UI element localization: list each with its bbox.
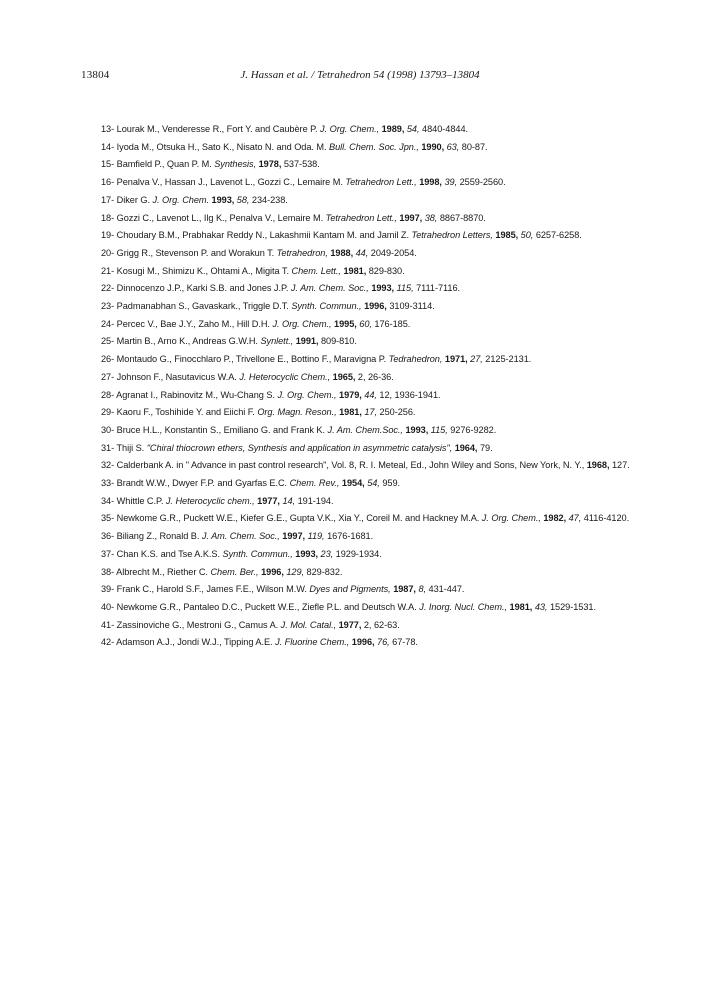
reference-item bbox=[101, 210, 661, 228]
reference-item bbox=[101, 174, 661, 192]
reference-year: 1978, bbox=[258, 159, 282, 170]
reference-journal: Tetrahedron Letters, bbox=[411, 230, 493, 241]
reference-year: 1993, bbox=[211, 194, 235, 205]
reference-authors: Percec V., Bae J.Y., Zaho M., Hill D.H. bbox=[116, 318, 270, 329]
reference-year: 1981, bbox=[343, 265, 367, 276]
reference-number: 33- bbox=[101, 478, 115, 489]
reference-volume: 50, bbox=[520, 230, 534, 241]
reference-year: 1988, bbox=[330, 247, 354, 258]
reference-number: 22- bbox=[101, 283, 115, 294]
reference-authors: Dinnocenzo J.P., Karki S.B. and Jones J.P. bbox=[116, 283, 289, 294]
reference-authors: Grigg R., Stevenson P. and Worakun T. bbox=[116, 247, 275, 258]
reference-authors: Adamson A.J., Jondi W.J., Tipping A.E. bbox=[116, 637, 273, 648]
reference-item bbox=[101, 333, 661, 351]
reference-pages: 1529-1531. bbox=[549, 601, 596, 612]
reference-item bbox=[101, 634, 661, 652]
reference-journal: J. Fluorine Chem., bbox=[275, 637, 350, 648]
reference-pages: 4116-4120. bbox=[583, 513, 630, 524]
reference-authors: Chan K.S. and Tse A.K.S. bbox=[116, 548, 220, 559]
reference-volume: 129, bbox=[286, 566, 305, 577]
reference-journal: Tetrahedron Lett., bbox=[325, 212, 397, 223]
reference-authors: Diker G. bbox=[116, 194, 150, 205]
reference-year: 1993, bbox=[295, 548, 319, 559]
reference-authors: Albrecht M., Riether C. bbox=[116, 566, 208, 577]
reference-item bbox=[101, 192, 661, 210]
reference-pages: 176-185. bbox=[374, 318, 411, 329]
reference-item bbox=[101, 387, 661, 405]
reference-journal: J. Org. Chem., bbox=[320, 124, 380, 134]
reference-authors: Montaudo G., Finocchlaro P., Trivellone E., Bottino F., Maravigna P. bbox=[116, 354, 387, 365]
reference-journal: Chem. Lett., bbox=[291, 265, 341, 276]
reference-journal: J. Org. Chem., bbox=[272, 318, 332, 329]
reference-authors: Newkome G.R., Puckett W.E., Kiefer G.E., Gupta V.K., Xia Y., Coreil M. and Hackney M.A. bbox=[116, 513, 480, 524]
reference-number: 15- bbox=[101, 159, 115, 170]
reference-journal: Synth. Commun., bbox=[222, 548, 293, 559]
reference-number: 36- bbox=[101, 531, 115, 542]
reference-year: 1985, bbox=[495, 230, 519, 241]
reference-year: 1991, bbox=[295, 336, 319, 347]
reference-authors: Bamfield P., Quan P. M. bbox=[116, 159, 212, 170]
reference-journal: J. Am. Chem.Soc., bbox=[327, 424, 403, 435]
reference-year: 1979, bbox=[339, 389, 362, 400]
reference-item bbox=[101, 245, 661, 263]
reference-authors: Lourak M., Venderesse R., Fort Y. and Caubère P. bbox=[116, 124, 318, 134]
reference-authors: Biliang Z., Ronald B. bbox=[116, 531, 200, 542]
reference-item bbox=[101, 139, 661, 157]
reference-number: 40- bbox=[101, 601, 115, 612]
reference-volume: 58, bbox=[236, 194, 250, 205]
reference-year: 1996, bbox=[364, 301, 387, 312]
reference-pages: 959. bbox=[382, 478, 401, 489]
reference-item bbox=[101, 227, 661, 245]
reference-volume: 43, bbox=[534, 601, 548, 612]
reference-authors: Bruce H.L., Konstantin S., Emiliano G. and Frank K. bbox=[116, 424, 326, 435]
reference-pages: 2559-2560. bbox=[459, 177, 506, 188]
reference-number: 34- bbox=[101, 495, 115, 506]
reference-pages: 6257-6258. bbox=[535, 230, 582, 241]
reference-volume: 63, bbox=[446, 141, 460, 152]
reference-year: 1997, bbox=[282, 531, 306, 542]
reference-volume: 54, bbox=[367, 478, 380, 489]
reference-pages: 1676-1681. bbox=[327, 531, 374, 542]
reference-year: 1977, bbox=[257, 495, 280, 506]
reference-year: 1971, bbox=[444, 354, 468, 365]
reference-number: 17- bbox=[101, 194, 115, 205]
reference-item bbox=[101, 546, 661, 564]
reference-journal: J. Mol. Catal., bbox=[280, 619, 337, 630]
reference-authors: Iyoda M., Otsuka H., Sato K., Nisato N. and Oda. M. bbox=[116, 141, 327, 152]
reference-volume: 38, bbox=[424, 212, 438, 223]
reference-number: 25- bbox=[101, 336, 115, 347]
reference-pages: 431-447. bbox=[428, 584, 465, 595]
reference-year: 1954, bbox=[341, 478, 365, 489]
reference-authors: Frank C., Harold S.F., James F.E., Wilson M.W. bbox=[116, 584, 307, 595]
reference-journal: J. Am. Chem. Soc., bbox=[290, 283, 369, 294]
reference-number: 23- bbox=[101, 301, 115, 312]
reference-year: 1981, bbox=[339, 407, 362, 418]
reference-volume: 23, bbox=[320, 548, 334, 559]
reference-number: 16- bbox=[101, 177, 115, 188]
reference-pages: 9276-9282. bbox=[450, 424, 497, 435]
reference-authors: Zassinoviche G., Mestroni G., Camus A. bbox=[116, 619, 279, 630]
reference-item bbox=[101, 404, 661, 422]
reference-pages: 67-78. bbox=[392, 637, 418, 648]
reference-pages: 809-810. bbox=[320, 336, 357, 347]
reference-number: 24- bbox=[101, 318, 115, 329]
reference-item bbox=[101, 457, 661, 473]
reference-year: 1987, bbox=[393, 584, 416, 595]
reference-item bbox=[101, 121, 661, 139]
reference-number: 41- bbox=[101, 619, 115, 630]
reference-year: 1981, bbox=[509, 601, 533, 612]
reference-journal: J. Inorg. Nucl. Chem., bbox=[419, 601, 508, 612]
reference-year: 1993, bbox=[405, 424, 429, 435]
reference-authors: Brandt W.W., Dwyer F.P. and Gyarfas E.C. bbox=[116, 478, 288, 489]
reference-item bbox=[101, 564, 661, 582]
reference-volume: 119, bbox=[307, 531, 325, 542]
reference-number: 19- bbox=[101, 230, 115, 241]
reference-text: Calderbank A. in " Advance in past control research", Vol. 8, R. I. Meteal, Ed., John Wiley and Sons, New York, N. Y., bbox=[116, 460, 585, 471]
reference-year: 1995, bbox=[334, 318, 357, 329]
reference-item bbox=[101, 298, 661, 316]
reference-authors: Newkome G.R., Pantaleo D.C., Puckett W.E., Ziefle P.L. and Deutsch W.A. bbox=[116, 601, 417, 612]
reference-number: 28- bbox=[101, 389, 115, 400]
reference-authors: Whittle C.P. bbox=[116, 495, 164, 506]
reference-number: 39- bbox=[101, 584, 115, 595]
reference-journal: Synthesis, bbox=[214, 159, 257, 170]
reference-item bbox=[101, 528, 661, 546]
reference-item bbox=[101, 156, 661, 174]
reference-number: 14- bbox=[101, 141, 115, 152]
reference-pages: 8867-8870. bbox=[439, 212, 486, 223]
reference-year: 1996, bbox=[351, 637, 375, 648]
reference-journal: Synlett., bbox=[260, 336, 294, 347]
reference-item bbox=[101, 510, 661, 526]
reference-number: 37- bbox=[101, 548, 115, 559]
reference-pages: 7111-7116. bbox=[416, 283, 461, 294]
reference-pages: 250-256. bbox=[379, 407, 416, 418]
reference-journal: J. Heterocyclic Chem., bbox=[239, 371, 331, 382]
reference-year: 1968, bbox=[586, 460, 610, 471]
reference-number: 35- bbox=[101, 513, 115, 524]
reference-year: 1965, bbox=[332, 371, 356, 382]
reference-number: 21- bbox=[101, 265, 115, 276]
reference-number: 31- bbox=[101, 442, 115, 453]
reference-authors: Choudary B.M., Prabhakar Reddy N., Lakashmii Kantam M. and Jamil Z. bbox=[116, 230, 409, 241]
reference-pages: 1929-1934. bbox=[335, 548, 382, 559]
reference-item bbox=[101, 617, 661, 635]
reference-journal: Bull. Chem. Soc. Jpn., bbox=[329, 141, 419, 152]
reference-number: 27- bbox=[101, 371, 115, 382]
reference-journal: Tetrahedron, bbox=[276, 247, 328, 258]
reference-journal: Chem. Rev., bbox=[289, 478, 340, 489]
reference-year: 1990, bbox=[421, 141, 445, 152]
reference-number: 32- bbox=[101, 460, 115, 471]
reference-authors: Kosugi M., Shimizu K., Ohtami A., Migita T. bbox=[116, 265, 289, 276]
reference-pages: 3109-3114. bbox=[389, 301, 435, 312]
reference-item bbox=[101, 475, 661, 493]
reference-volume: 2, bbox=[363, 619, 372, 630]
reference-authors: Kaoru F., Toshihide Y. and Eiichi F. bbox=[116, 407, 255, 418]
reference-volume: 47, bbox=[568, 513, 582, 524]
reference-volume: 39, bbox=[444, 177, 458, 188]
reference-volume: 54, bbox=[406, 124, 420, 134]
reference-item bbox=[101, 263, 661, 281]
page-number: 13804 bbox=[81, 69, 110, 81]
reference-journal: Tetrahedron Lett., bbox=[345, 177, 417, 188]
reference-pages: 26-36. bbox=[367, 371, 394, 382]
reference-number: 18- bbox=[101, 212, 115, 223]
reference-volume: 44, bbox=[355, 247, 369, 258]
reference-year: 1998, bbox=[419, 177, 442, 188]
reference-number: 29- bbox=[101, 407, 115, 418]
reference-journal: Chem. Ber., bbox=[210, 566, 259, 577]
reference-journal: J. Org. Chem., bbox=[277, 389, 337, 400]
reference-volume: 2, bbox=[357, 371, 366, 382]
reference-pages: 829-832. bbox=[306, 566, 343, 577]
reference-journal: Dyes and Pigments, bbox=[309, 584, 391, 595]
reference-item bbox=[101, 351, 661, 369]
reference-pages: 12, 1936-1941. bbox=[379, 389, 441, 400]
reference-authors: Agranat I., Rabinovitz M., Wu-Chang S. bbox=[116, 389, 275, 400]
reference-authors: Thiji S. bbox=[116, 442, 145, 453]
reference-number: 30- bbox=[101, 424, 115, 435]
reference-journal: Synth. Commun., bbox=[291, 301, 362, 312]
reference-authors: Gozzi C., Lavenot L., Ilg K., Penalva V., Lemaire M. bbox=[116, 212, 324, 223]
reference-pages: 191-194. bbox=[297, 495, 334, 506]
reference-number: 38- bbox=[101, 566, 115, 577]
reference-volume: 76, bbox=[377, 637, 390, 648]
reference-journal: J. Org. Chem. bbox=[152, 194, 209, 205]
reference-year: 1997, bbox=[399, 212, 423, 223]
reference-item bbox=[101, 440, 661, 458]
reference-number: 13- bbox=[101, 124, 115, 134]
reference-pages: 2125-2131. bbox=[485, 354, 532, 365]
reference-year: 1977, bbox=[338, 619, 362, 630]
reference-journal: J. Am. Chem. Soc., bbox=[201, 531, 280, 542]
reference-pages: 4840-4844. bbox=[422, 124, 469, 134]
reference-item bbox=[101, 422, 661, 440]
reference-volume: 8, bbox=[418, 584, 427, 595]
reference-year: 1982, bbox=[543, 513, 567, 524]
reference-volume: 44, bbox=[364, 389, 377, 400]
reference-number: 42- bbox=[101, 637, 115, 648]
reference-title: "Chiral thiocrown ethers, Synthesis and application in asymmetric catalysis", bbox=[146, 442, 453, 453]
reference-pages: 537-538. bbox=[283, 159, 320, 170]
reference-journal: Tedrahedron, bbox=[388, 354, 443, 365]
reference-number: 20- bbox=[101, 247, 115, 258]
reference-pages: 829-830. bbox=[368, 265, 405, 276]
reference-year: 1993, bbox=[371, 283, 395, 294]
reference-pages: 80-87. bbox=[461, 141, 488, 152]
reference-pages: 234-238. bbox=[251, 194, 288, 205]
reference-number: 26- bbox=[101, 354, 115, 365]
reference-year: 1964, bbox=[454, 442, 478, 453]
reference-volume: 115, bbox=[430, 424, 448, 435]
reference-authors: Penalva V., Hassan J., Lavenot L., Gozzi C., Lemaire M. bbox=[116, 177, 343, 188]
running-head: J. Hassan et al. / Tetrahedron 54 (1998) 13793–13804 bbox=[240, 69, 480, 81]
reference-pages: 127. bbox=[612, 460, 630, 471]
reference-item bbox=[101, 581, 661, 599]
reference-authors: Martin B., Arno K., Andreas G.W.H. bbox=[116, 336, 258, 347]
reference-item bbox=[101, 599, 661, 617]
reference-authors: Johnson F., Nasutavicus W.A. bbox=[116, 371, 237, 382]
reference-authors: Padmanabhan S., Gavaskark., Triggle D.T. bbox=[116, 301, 289, 312]
reference-pages: 79. bbox=[479, 442, 493, 453]
reference-pages: 62-63. bbox=[373, 619, 400, 630]
reference-list bbox=[101, 121, 661, 652]
reference-volume: 27, bbox=[470, 354, 483, 365]
reference-volume: 115, bbox=[396, 283, 414, 294]
reference-year: 1989, bbox=[381, 124, 405, 134]
reference-volume: 60, bbox=[359, 318, 372, 329]
reference-item bbox=[101, 280, 661, 298]
reference-item bbox=[101, 369, 661, 387]
reference-volume: 14, bbox=[282, 495, 296, 506]
reference-pages: 2049-2054. bbox=[370, 247, 417, 258]
reference-year: 1996, bbox=[261, 566, 284, 577]
reference-journal: J. Heterocyclic chem., bbox=[165, 495, 255, 506]
reference-item bbox=[101, 316, 661, 334]
reference-volume: 17, bbox=[364, 407, 377, 418]
reference-journal: J. Org. Chem., bbox=[481, 513, 541, 524]
reference-item bbox=[101, 493, 661, 511]
reference-journal: Org. Magn. Reson., bbox=[257, 407, 337, 418]
